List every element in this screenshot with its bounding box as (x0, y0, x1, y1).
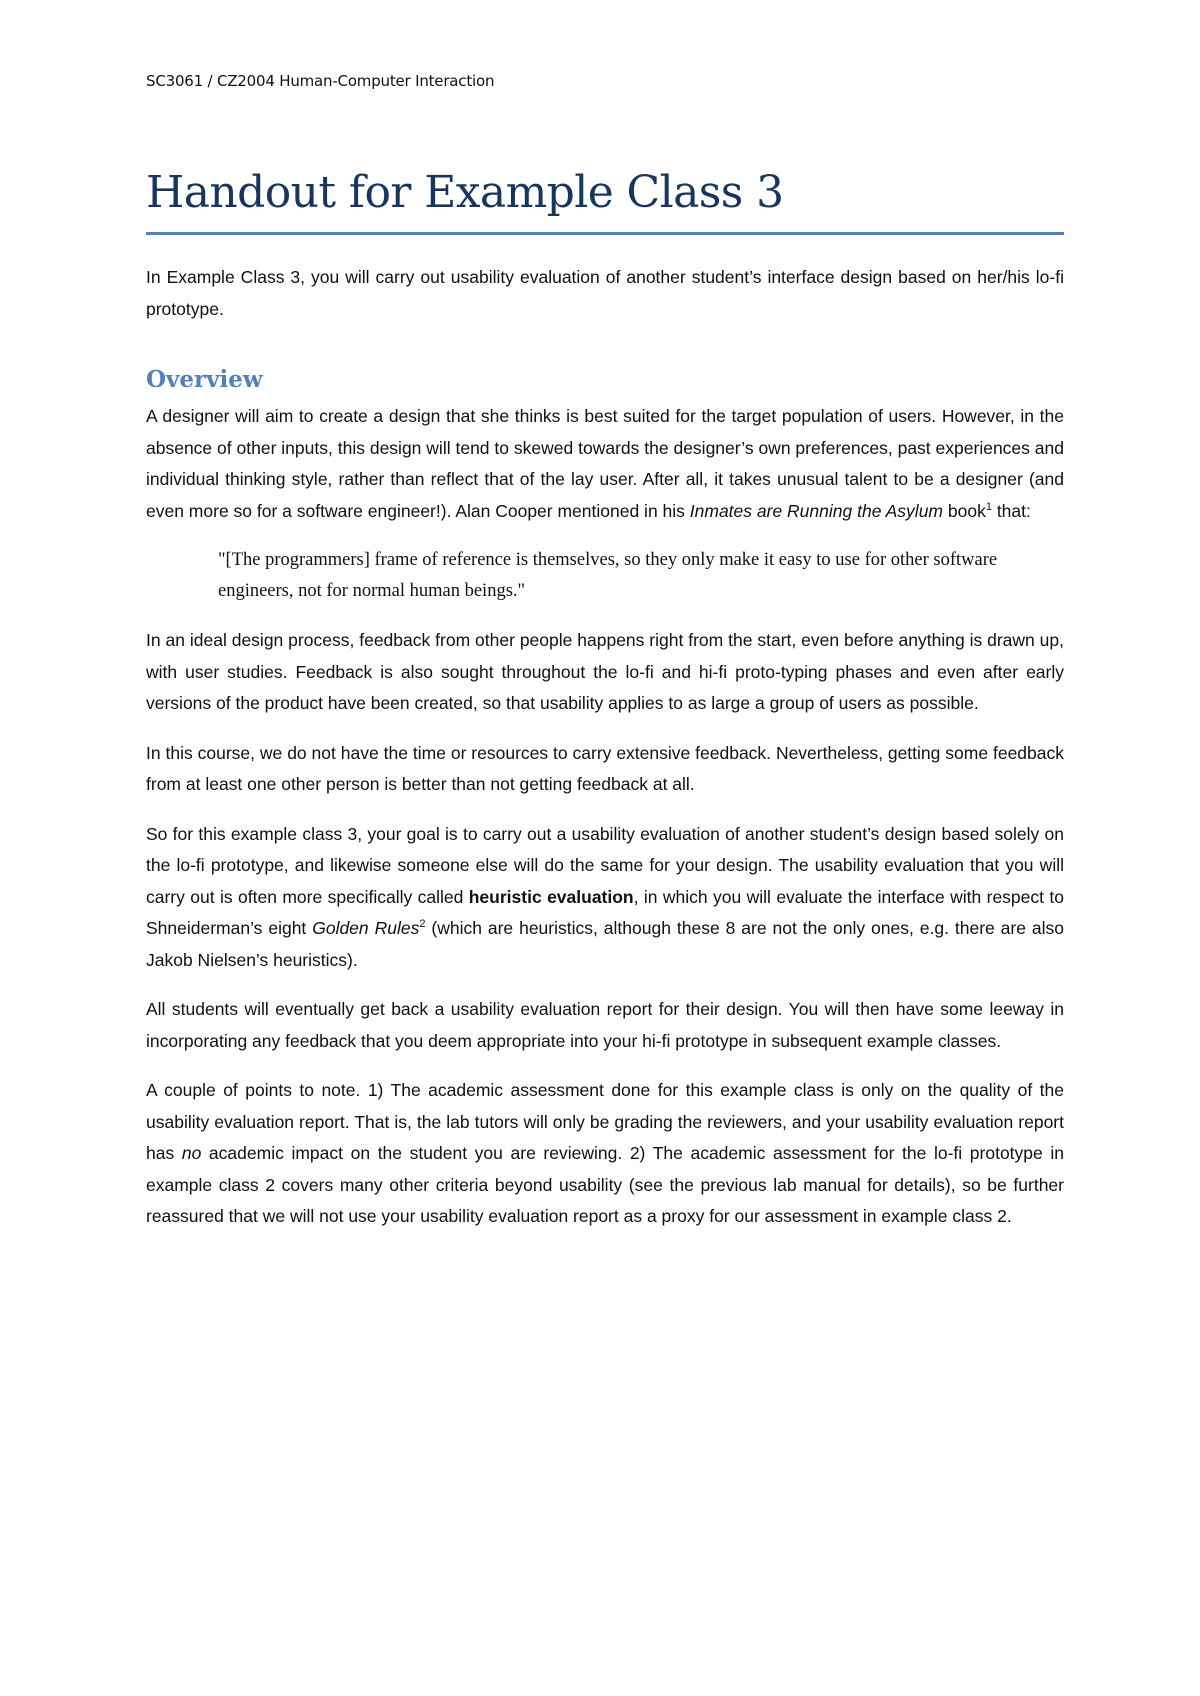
block-quote: "[The programmers] frame of reference is themselves, so they only make it easy to use for other software engineers, not for normal human beings." (218, 550, 998, 601)
title-block (146, 166, 1064, 235)
overview-paragraph-4 (146, 819, 1064, 977)
book-title: Inmates are Running the Asylum (689, 500, 944, 521)
paragraph-text: (which are heuristics, although these 8 are not the only ones, e.g. there are also Jakob Nielsen’s heuristics). (146, 918, 1064, 970)
page-title: Handout for Example Class 3 (146, 166, 1064, 235)
footnote-marker-1: 1 (985, 500, 992, 513)
paragraph-text: So for this example class 3, your goal is to carry out a usability evaluation of another student’s design based solely on the lo-fi prototype, and likewise someone else will do the same for your design. The usability evaluation that you will carry out is often more specifically called (146, 823, 1064, 907)
paragraph-text: book (943, 500, 986, 521)
paragraph-text: , in which you will evaluate the interface with respect to Shneiderman’s eight (146, 886, 1064, 938)
overview-paragraph-3: In this course, we do not have the time or resources to carry extensive feedback. Nevertheless, getting some feedback from at least one other person is better than not getting feedback at all. (146, 742, 1064, 794)
bold-term: heuristic evaluation (468, 886, 634, 907)
overview-paragraph-2: In an ideal design process, feedback from other people happens right from the start, even before anything is drawn up, with user studies. Feedback is also sought throughout the lo-fi and hi-fi proto-typing phases and even after early versions of the product have been created, so that usability applies to as large a group of users as possible. (146, 630, 1064, 713)
italic-term: Golden Rules (312, 918, 420, 938)
overview-paragraph-5: All students will eventually get back a usability evaluation report for their design. You will then have some leeway in incorporating any feedback that you deem appropriate into your hi-fi prototype in subsequent example classes. (146, 999, 1064, 1051)
paragraph-text: A designer will aim to create a design that she thinks is best suited for the target population of users. However, in the absence of other inputs, this design will tend to skewed towards the designer’s own preferences, past experiences and individual thinking style, rather than reflect that of the lay user. After all, it takes unusual talent to be a designer (and even more so for a software engineer!). Alan Cooper mentioned in his (146, 406, 1064, 521)
running-header: SC3061 / CZ2004 Human-Computer Interaction (146, 72, 495, 90)
document-body (146, 262, 1064, 1251)
paragraph-text: A couple of points to note. 1) The academic assessment done for this example class is only on the quality of the usability evaluation report. That is, the lab tutors will only be grading the reviewers, and your usability evaluation report has (146, 1080, 1064, 1163)
overview-paragraph-6 (146, 1075, 1064, 1233)
intro-paragraph: In Example Class 3, you will carry out usability evaluation of another student’s interface design based on her/his lo-fi prototype. (146, 267, 1064, 319)
overview-paragraph-1 (146, 401, 1064, 527)
footnote-marker-2: 2 (419, 918, 426, 931)
italic-word: no (181, 1143, 202, 1163)
section-heading-overview: Overview (146, 366, 263, 393)
paragraph-text: that: (991, 500, 1031, 521)
paragraph-text: academic impact on the student you are reviewing. 2) The academic assessment for the lo-fi prototype in example class 2 covers many other criteria beyond usability (see the previous lab manual for details), so be further reassured that we will not use your usability evaluation report as a proxy for our assessment in example class 2. (146, 1143, 1064, 1226)
